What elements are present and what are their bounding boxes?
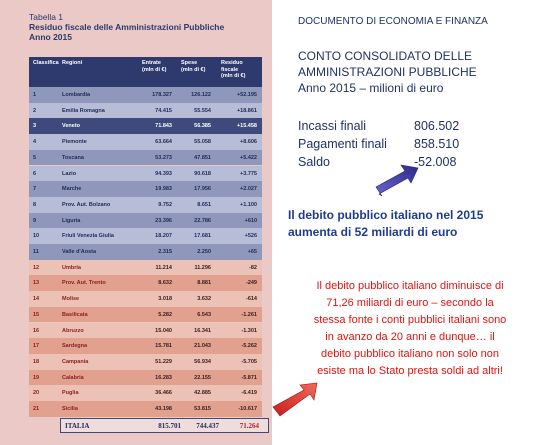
row-income: 71.843 [155,123,172,130]
row-income: 53.273 [155,154,172,161]
row-residual: -1.301 [241,327,257,334]
total-label: ITALIA [65,422,90,430]
header-residual-line3: (mln di €) [221,73,246,79]
header-residual-line2: fiscale [221,66,239,73]
header-income-line2: (mln di €) [142,66,167,73]
row-residual: -6.419 [241,390,257,397]
row-region: Liguria [62,217,81,224]
row-region: Sardegna [62,343,88,350]
row-income: 11.214 [155,264,172,271]
row-income: 36.466 [155,390,172,397]
row-residual: +526 [244,233,257,240]
row-spend: 90.618 [194,170,211,177]
incassi-label: Incassi finali [298,119,367,133]
row-income: 16.283 [155,374,172,381]
row-income: 94.393 [155,170,172,177]
row-spend: 55.554 [194,107,211,114]
red-note-line5: debito pubblico italiano non solo non [321,348,499,360]
saldo-label: Saldo [298,155,330,169]
row-rank: 20 [33,390,40,397]
row-rank: 10 [33,233,40,240]
row-residual: +52.195 [236,92,257,98]
row-spend: 8.881 [197,280,211,287]
row-income: 5.282 [158,311,172,318]
row-region: Veneto [62,123,81,130]
row-residual: -1.261 [241,311,257,318]
incassi-value: 806.502 [414,119,460,133]
row-residual: -5.262 [241,343,257,350]
row-residual: +5.422 [240,154,257,161]
row-residual: -82 [249,264,257,271]
row-income: 63.664 [155,139,172,146]
row-rank: 13 [33,280,40,287]
row-region: Basilicata [62,311,88,318]
row-residual: +18.861 [236,107,257,114]
row-rank: 7 [33,186,37,193]
row-residual: -614 [245,296,257,303]
row-residual: +65 [247,249,257,255]
header-spend-line2: (mln di €) [181,66,206,73]
row-income: 19.983 [155,186,172,193]
row-region: Piemonte [62,139,87,146]
row-income: 43.198 [155,406,172,412]
row-region: Molise [62,296,80,303]
row-rank: 2 [33,107,37,114]
row-spend: 11.296 [194,264,211,271]
row-region: Puglia [62,390,79,397]
row-rank: 4 [33,139,37,146]
row-rank: 16 [33,327,40,334]
row-spend: 47.851 [194,154,211,161]
header-rank: Classifica [33,60,59,66]
row-spend: 42.885 [194,390,211,397]
row-region: Campania [62,358,89,365]
row-rank: 9 [33,217,37,224]
row-rank: 15 [33,311,40,318]
conto-line2: AMMINISTRAZIONI PUBBLICHE [298,65,477,79]
header-region: Regioni [62,60,83,66]
row-income: 74.415 [155,107,172,114]
row-spend: 2.250 [197,249,211,255]
row-spend: 8.651 [197,201,211,208]
row-rank: 3 [33,123,37,130]
row-rank: 6 [33,170,37,177]
row-rank: 8 [33,201,37,208]
row-income: 15.781 [155,343,172,350]
row-spend: 22.155 [194,374,211,381]
row-region: Prov. Aut. Bolzano [62,201,111,208]
total-spend: 744.437 [196,422,219,430]
blue-note-line1: Il debito pubblico italiano nel 2015 [288,208,484,222]
row-region: Emilia Romagna [62,107,105,114]
table-caption: Tabella 1 [29,12,64,22]
pagamenti-value: 858.510 [414,137,460,151]
row-region: Prov. Aut. Trento [62,280,106,287]
row-spend: 53.815 [194,406,211,412]
row-rank: 17 [33,343,40,350]
row-income: 3.018 [158,296,172,303]
row-region: Toscana [62,154,84,161]
total-income: 815.701 [158,422,181,430]
conto-line1: CONTO CONSOLIDATO DELLE [298,49,473,63]
row-spend: 126.122 [191,92,211,98]
row-residual: +2.027 [240,186,257,193]
header-income-line1: Entrate [142,60,161,66]
row-spend: 56.385 [194,123,211,130]
row-rank: 18 [33,358,40,365]
row-region: Lazio [62,170,77,177]
row-spend: 55.058 [194,139,211,146]
row-income: 15.040 [155,327,172,334]
red-note-line2: 71,26 miliardi di euro – secondo la [326,297,494,309]
header-spend-line1: Spese [181,60,198,66]
row-residual: +15.458 [236,123,257,130]
row-region: Abruzzo [62,327,84,334]
row-region: Sicilia [62,406,78,412]
row-residual: -5.871 [241,374,257,381]
row-region: Friuli Venezia Giulia [62,233,114,240]
row-spend: 3.632 [197,296,211,303]
row-rank: 11 [33,249,39,255]
row-income: 2.315 [158,249,172,255]
row-residual: +3.775 [240,170,257,177]
row-spend: 16.341 [194,327,211,334]
row-region: Umbria [62,264,81,271]
row-spend: 22.786 [194,217,211,224]
red-arrow-icon [273,383,317,416]
row-region: Valle d'Aosta [62,249,97,255]
row-residual: +8.606 [240,139,257,146]
row-residual: -5.705 [241,358,257,365]
row-income: 51.229 [155,358,172,365]
row-region: Calabria [62,374,84,381]
row-spend: 17.956 [194,186,211,193]
row-rank: 19 [33,374,40,381]
row-income: 23.396 [155,217,172,224]
row-rank: 12 [33,264,40,271]
row-rank: 1 [33,92,37,98]
blue-arrow-icon [376,165,418,196]
row-spend: 6.543 [197,311,211,318]
row-income: 9.752 [158,201,172,208]
row-residual: +610 [244,217,257,224]
red-note-line1: Il debito pubblico italiano diminuisce di [316,280,504,292]
row-spend: 17.681 [194,233,211,240]
row-residual: +1.100 [240,201,257,208]
conto-line3: Anno 2015 – milioni di euro [298,81,444,95]
table-title: Residuo fiscale delle Amministrazioni Pubbliche [29,22,225,32]
saldo-value: -52.008 [414,155,457,169]
row-region: Lombardia [62,92,91,98]
row-spend: 21.043 [194,343,211,350]
row-residual: -249 [245,280,257,287]
row-rank: 14 [33,296,40,303]
document-header: DOCUMENTO DI ECONOMIA E FINANZA [298,16,488,27]
red-note-line6: esiste ma lo Stato presta soldi ad altri! [317,365,503,377]
total-residual: 71.264 [239,422,259,430]
row-income: 178.327 [152,92,172,98]
table-year: Anno 2015 [29,32,72,42]
pagamenti-label: Pagamenti finali [298,137,387,151]
red-note-line3: stessa fonte i conti pubblici italiani sono [313,314,507,326]
row-region: Marche [62,186,82,193]
row-rank: 21 [33,406,40,412]
row-spend: 56.934 [194,358,211,365]
red-note-line4: in avanzo da 20 anni e dunque… il [325,331,495,343]
header-residual-line1: Residuo [221,60,243,66]
row-residual: -10.617 [238,406,257,412]
row-income: 8.632 [158,280,172,287]
row-income: 18.207 [155,233,172,240]
row-rank: 5 [33,154,37,161]
blue-note-line2: aumenta di 52 miliardi di euro [288,225,458,239]
